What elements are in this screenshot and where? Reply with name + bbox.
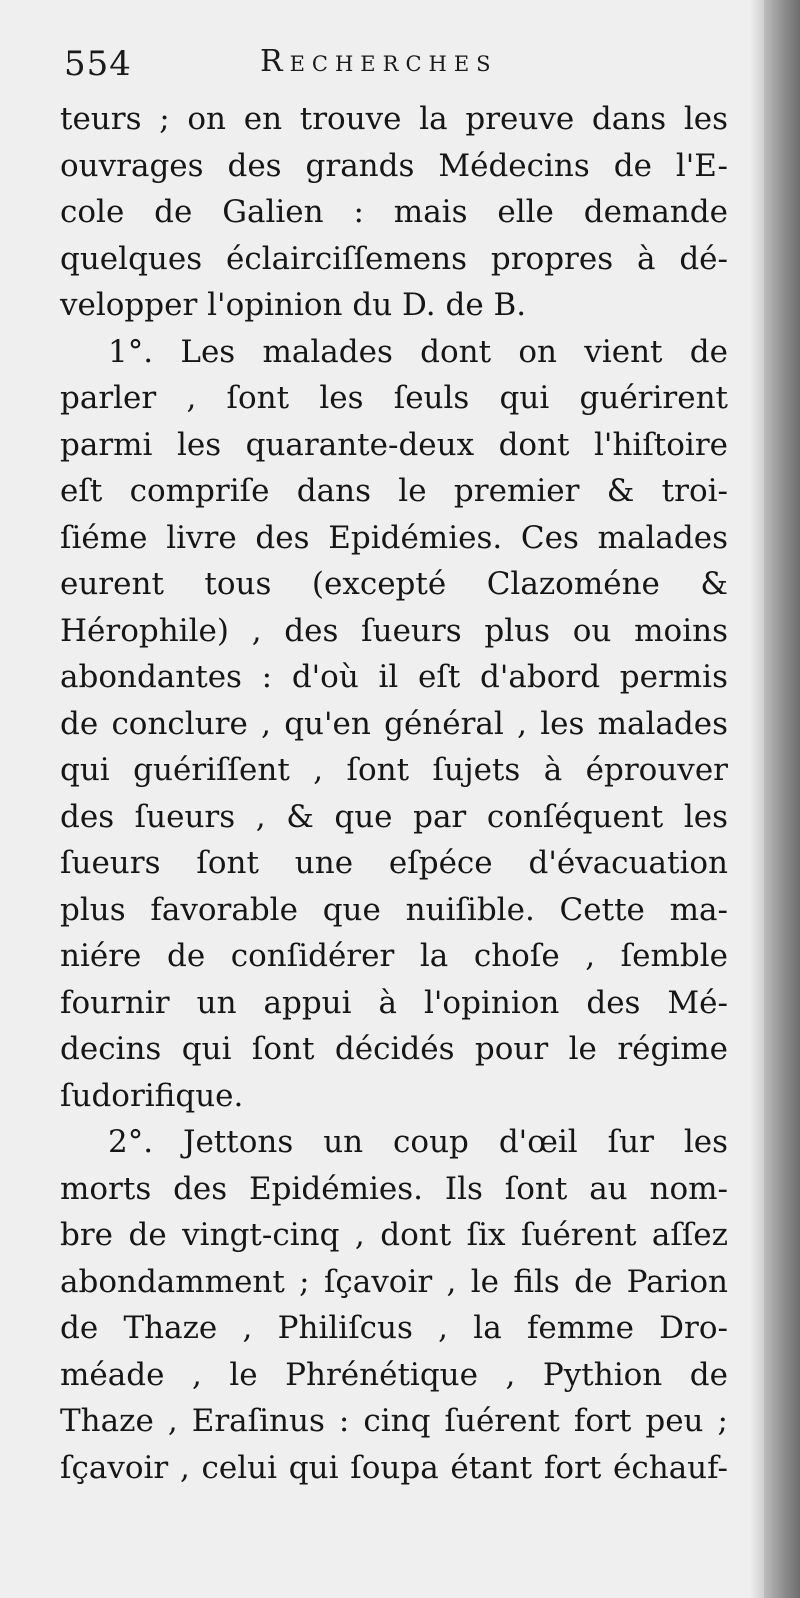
text-line: méade , le Phrénétique , Pythion de <box>60 1356 728 1393</box>
text-line: quelques éclairciſſemens propres à dé- <box>60 240 728 277</box>
page-number: 554 <box>64 44 132 84</box>
text-line: eſt compriſe dans le premier & troi- <box>60 473 728 509</box>
text-line: Thaze , Eraſinus : cinq ſuérent fort peu ; <box>60 1403 728 1439</box>
text-line: ſçavoir , celui qui ſoupa étant fort échauf- <box>60 1449 728 1486</box>
text-line: des ſueurs , & que par conſéquent les <box>60 798 728 835</box>
text-line: parler , ſont les ſeuls qui guérirent <box>60 380 728 416</box>
text-line: de Thaze , Philiſcus , la femme Dro- <box>60 1310 728 1346</box>
text-line: ſueurs ſont une eſpéce d'évacuation <box>60 845 728 881</box>
page-header <box>64 38 744 94</box>
text-line: de conclure , qu'en général , les malades <box>60 705 728 742</box>
text-line: plus favorable que nuiſible. Cette ma- <box>60 891 728 928</box>
text-line: qui guériſſent , ſont ſujets à éprouver <box>60 752 728 788</box>
text-line: teurs ; on en trouve la preuve dans les <box>60 101 728 137</box>
text-line: fournir un appui à l'opinion des Mé- <box>60 984 728 1021</box>
text-line: abondamment ; ſçavoir , le fils de Parion <box>60 1263 728 1300</box>
text-line: ſiéme livre des Epidémies. Ces malades <box>60 519 728 556</box>
text-line: parmi les quarante-deux dont l'hiſtoire <box>60 426 728 463</box>
text-line: niére de conſidérer la choſe , ſemble <box>60 938 728 974</box>
text-line: ouvrages des grands Médecins de l'E- <box>60 147 728 184</box>
text-line: decins qui ſont décidés pour le régime <box>60 1031 728 1067</box>
text-line: 2°. Jettons un coup d'œil ſur les <box>108 1124 728 1160</box>
running-head: Recherches <box>260 44 498 79</box>
text-line: morts des Epidémies. Ils ſont au nom- <box>60 1170 728 1207</box>
text-line: abondantes : d'où il eſt d'abord permis <box>60 659 728 695</box>
text-line: cole de Galien : mais elle demande <box>60 194 728 230</box>
text-line: eurent tous (excepté Clazoméne & <box>60 566 728 602</box>
text-line: ſudorifique. <box>60 1077 244 1114</box>
page-edge-shadow <box>750 0 764 1598</box>
binding-gutter <box>764 0 800 1598</box>
body-text <box>60 96 728 1491</box>
text-line: 1°. Les malades dont on vient de <box>108 333 728 370</box>
text-line: bre de vingt-cinq , dont ſix ſuérent aſſez <box>60 1217 728 1253</box>
text-line: velopper l'opinion du D. de B. <box>60 287 527 323</box>
text-line: Hérophile) , des ſueurs plus ou moins <box>60 612 728 649</box>
